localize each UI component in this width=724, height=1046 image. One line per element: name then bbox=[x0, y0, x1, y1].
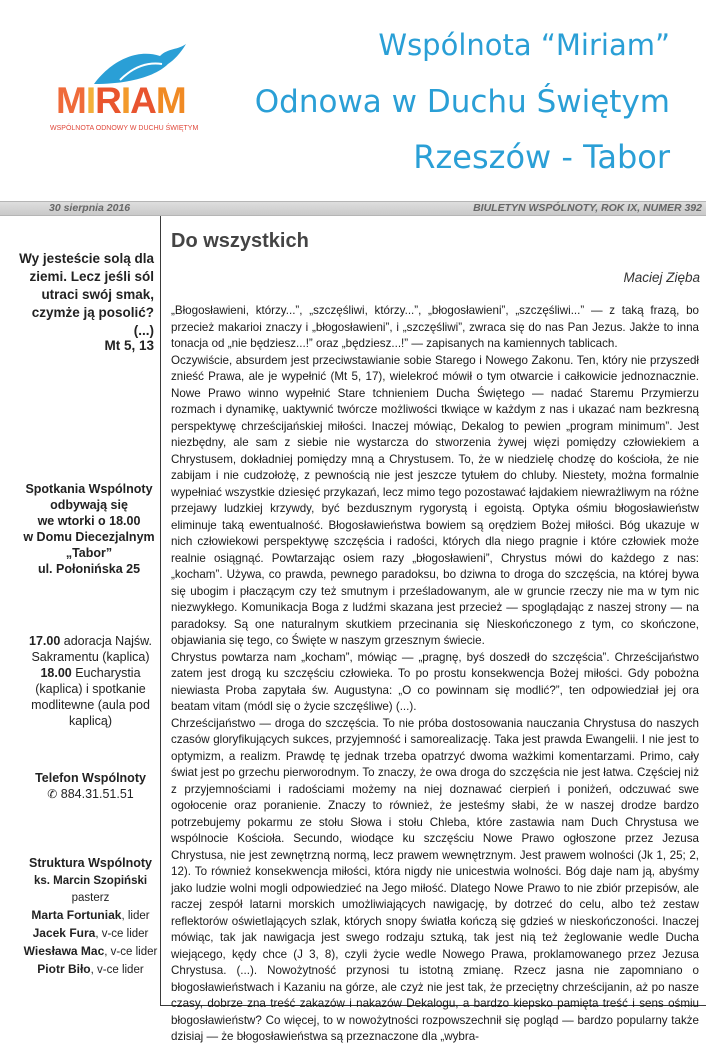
phone-label: Telefon Wspólnoty bbox=[35, 771, 146, 785]
meetings-line: „Tabor” bbox=[65, 546, 113, 560]
meetings-line: w Domu Diecezjalnym bbox=[23, 530, 155, 544]
logo-wordmark: MIRIAM bbox=[56, 80, 186, 121]
article-paragraph: Chrystus powtarza nam „kocham”, mówiąc — „pragnę, byś doszedł do szczęścia”. Chrześcijaństwo zatem jest drogą ku szczęściu człowieka. To po prostu konsekwencja Bożej miłości. Gdy pobożna niewiasta Proba zapytała św. Augustyna: „O co powinnam się modlić?”, ten odpowiedział jej ora beatam vitam (módl się o życie szczęśliwe) (...). bbox=[171, 650, 699, 713]
page-title-line-3: Rzeszów - Tabor bbox=[413, 138, 670, 176]
page-title-line-1: Wspólnota “Miriam” bbox=[378, 28, 670, 62]
schedule-item-2 bbox=[18, 665, 163, 729]
phone-info bbox=[18, 770, 163, 802]
meetings-line: ul. Połonińska 25 bbox=[37, 562, 141, 576]
sidebar-quote: Wy jesteście solą dla ziemi. Lecz jeśli sól utraci swój smak, czymże ją posolić? (...) bbox=[19, 251, 154, 338]
structure-member bbox=[18, 907, 163, 925]
phone-row bbox=[18, 786, 163, 802]
issue-number: BIULETYN WSPÓLNOTY, ROK IX, NUMER 392 bbox=[473, 202, 702, 214]
member-role: , lider bbox=[121, 910, 150, 922]
page-title-line-2: Odnowa w Duchu Świętym bbox=[254, 84, 670, 120]
miriam-logo bbox=[50, 40, 199, 150]
article-body bbox=[171, 303, 699, 1046]
schedule-desc: Eucharystia (kaplica) i spotkanie modlitewne (aula pod kaplicą) bbox=[31, 666, 150, 728]
meetings-line: Spotkania Wspólnoty bbox=[25, 482, 153, 496]
schedule-info bbox=[18, 633, 163, 729]
community-structure bbox=[18, 855, 163, 979]
issue-date: 30 sierpnia 2016 bbox=[49, 202, 131, 214]
phone-number[interactable]: 884.31.51.51 bbox=[60, 787, 134, 801]
member-name: Marta Fortuniak bbox=[31, 908, 122, 922]
structure-heading: Struktura Wspólnoty bbox=[29, 856, 152, 870]
member-role: pasterz bbox=[71, 892, 110, 904]
structure-member bbox=[18, 925, 163, 943]
structure-member bbox=[18, 872, 163, 890]
logo-tagline: WSPÓLNOTA ODNOWY W DUCHU ŚWIĘTYM bbox=[50, 125, 199, 132]
schedule-time: 17.00 bbox=[29, 634, 61, 648]
member-role: , v-ce lider bbox=[104, 946, 158, 958]
meetings-line: odbywają się bbox=[50, 498, 128, 512]
article-author: Maciej Zięba bbox=[623, 270, 700, 285]
meetings-line: we wtorki o 18.00 bbox=[37, 514, 141, 528]
schedule-desc: adoracja Najśw. Sakramentu (kaplica) bbox=[31, 634, 152, 664]
member-name: Jacek Fura bbox=[32, 926, 96, 940]
article-paragraph: Chrześcijaństwo — droga do szczęścia. To nie próba dostosowania nauczania Chrystusa do naszych czasów gloryfikujących sukces, przyjemność i samorealizację. Taka jest prawda Ewangelii. I nie jest to optymizm, a realizm. Prawdę tę jednak trzeba opatrzyć dwoma ważkimi komentarzami. Primo, cały świat jest po grzechu pierworodnym. To znaczy, że owa droga do szczęścia nie jest łatwa. Częściej niż z przyjemnościami i radościami możemy na niej doznawać cierpień i poniżeń, odczuwać swe ogołocenie oraz poranienie. Znaczy to również, że jesteśmy słabi, że w naszej drodze bardzo potrzebujemy pokarmu ze stołu Słowa i stołu Chleba, które zastawia nam Duch Chrystusa we wspólnocie Kościoła. Secundo, wiodące ku szczęściu Nowe Prawo ogłoszone przez Jezusa Chrystusa, nie jest zewnętrzną normą, lecz prawem wewnętrznym. Jest prawem wolności (Jk 1, 25; 2, 12). To również konsekwencja miłości, która nigdy nie unicestwia wolności. Bóg daje nam ją, abyśmy jako ludzie wolni mogli odpowiedzieć na Jego miłość. Dlatego Nowe Prawo to nie zbiór przepisów, ale raczej zespół latarni morskich umożliwiających nawigację, by dotrzeć do celu, albo też zestaw reflektorów oświetlających szlak, których snopy światła kończą się gdzieś w nieskończoności. Inaczej mówiąc, tak jak nawigacja jest swego rodzaju sztuką, tak jest nią też żeglowanie wedle Ducha wiejącego, kędy chce (J 3, 8), czyli życie wedle Nowego Prawa, proklamowanego przez Jezusa Chrystusa. (...). Nowożytność przynosi tu istotną zmianę. Rzecz jasna nie zapomniano o błogosławieństwach i Kazaniu na górze, ale czyż nie jest tak, że przeciętny chrześcijanin, aż po nasze czasy, dobrze zna treść zakazów i nakazów Dekalogu, a bardzo kiepsko pamięta treść i sens ośmiu błogosławieństw? Co więcej, to w nowożytności rozpowszechnił się pogląd — bardzo popularny także dzisiaj — że błogosławieństwa są przeznaczone dla „wybra- bbox=[171, 716, 699, 1043]
article-paragraph: „Błogosławieni, którzy...”, „szczęśliwi, którzy...”, „błogosławieni”, „szczęśliwi...” — z taką frazą, bo przecież makarioi znaczy i „błogosławieni”, i „szczęśliwi”, zwraca się do nas Pan Jezus. Jakże to inna tonacja od „nie będziesz...!” oraz „będziesz...!” — zapisanych na kamiennych tablicach. bbox=[171, 304, 699, 350]
schedule-time: 18.00 bbox=[40, 666, 72, 680]
structure-member bbox=[18, 943, 163, 961]
member-role: , v-ce lider bbox=[90, 964, 144, 976]
phone-icon: ✆ bbox=[47, 787, 58, 801]
member-name: Piotr Biło bbox=[37, 962, 91, 976]
structure-member bbox=[18, 961, 163, 979]
schedule-item-1 bbox=[18, 633, 163, 665]
meetings-info bbox=[14, 481, 164, 577]
sidebar-quote-reference: Mt 5, 13 bbox=[104, 338, 154, 353]
member-name: Wiesława Mac bbox=[23, 944, 105, 958]
article-paragraph: Oczywiście, absurdem jest przeciwstawianie sobie Starego i Nowego Zakonu. Ten, który nie przyszedł znieść Prawa, ale je wypełnić (Mt 5, 17), wielekroć mówił o tym otwarcie i całkowicie jednoznacznie. Nowe Prawo winno wypełnić Stare tchnieniem Ducha Świętego — nadać Staremu Przymierzu rozmach i dynamikę, uaktywnić twórcze możliwości tkwiące w każdym z nas i ukazać nam bezkresną perspektywę chrześcijańskiej miłości. Inaczej mówiąc, Dekalog to pewien „program minimum”. Jest niezbędny, ale sam z siebie nie wystarcza do stworzenia żywej więzi pomiędzy człowiekiem a Chrystusem, dokładniej pomiędzy mną a Chrystusem. To, że w niedzielę chodzę do kościoła, że nie zabijam i nie cudzołożę, z pewnością nie jest jeszcze tytułem do chluby. Niestety, można formalnie wypełniać wszystkie dziesięć przykazań, lecz mimo tego pozostawać łajdakiem niewrażliwym na różne przejawy ludzkiej krzywdy, być bezdusznym rygorystą i egoistą. Optyka ośmiu błogosławieństw eliminuje taką ewentualność. Błogosławieństwa bowiem są orędziem Bożej miłości. Bóg ukazuje w nich człowiekowi perspektywę szczęścia i radości, których dla niego pragnie i które człowiek może realnie osiągnąć. Powtarzając osiem razy „błogosławieni”, Chrystus mówi do każdego z nas: „kocham”. Używa, co prawda, pewnego paradoksu, bo dziwna to droga do szczęścia, na której bywa się ubogim i płaczącym czy też smutnym i prześladowanym, ale w gruncie rzeczy nie ma w tym nic niezwykłego. Komunikacja Boga z ludźmi skazana jest przecież — spoglądając z naszej strony — na paradoksy. Są one naturalnym skutkiem przecinania się Nieskończonego z tym, co skończone, objawiania się tego, co Święte w naszym grzesznym świecie. bbox=[171, 353, 699, 647]
member-name: ks. Marcin Szopiński bbox=[33, 875, 148, 887]
article-title: Do wszystkich bbox=[171, 230, 309, 252]
bulletin-bar bbox=[0, 201, 706, 216]
member-role: , v-ce lider bbox=[95, 928, 149, 940]
